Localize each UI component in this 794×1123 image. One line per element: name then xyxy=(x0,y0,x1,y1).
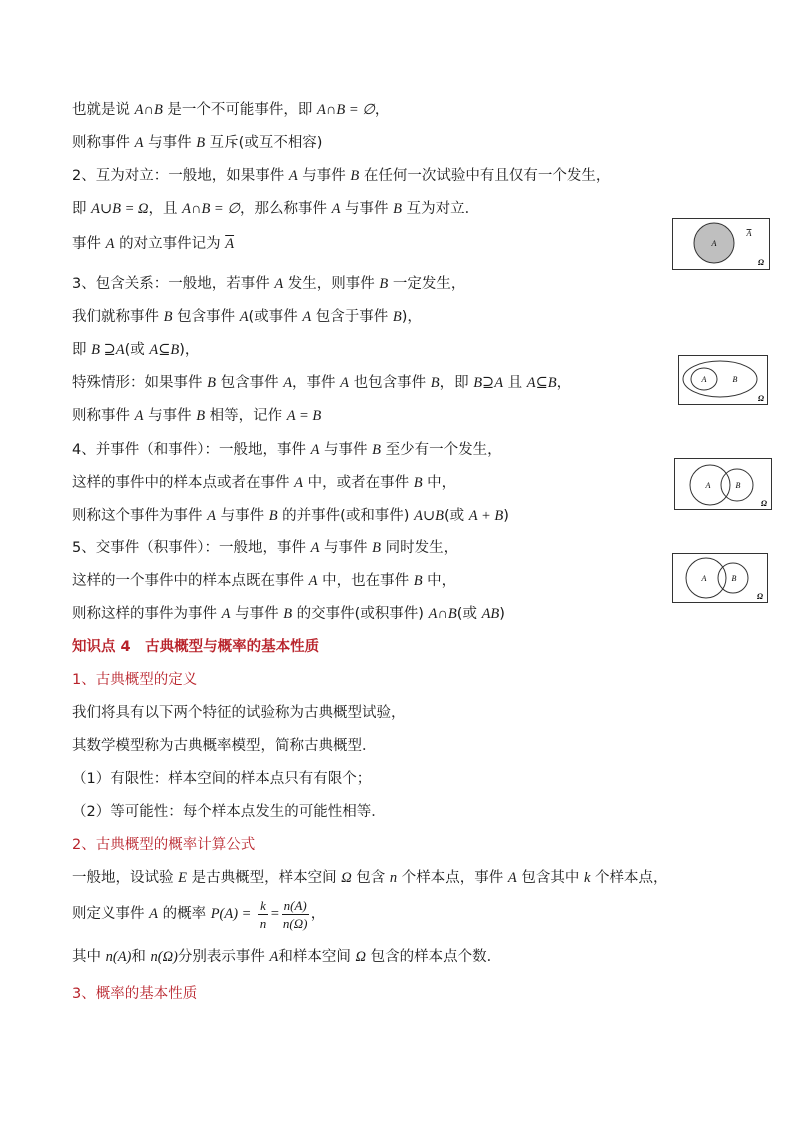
line-17: 我们将具有以下两个特征的试验称为古典概型试验， xyxy=(72,705,406,721)
line-2: 则称事件 A 与事件 B 互斥(或互不相容) xyxy=(72,135,323,151)
venn-union-label-B: B xyxy=(735,481,741,490)
line-16: 则称这样的事件为事件 A 与事件 B 的交事件(或积事件) A∩B(或 AB) xyxy=(72,606,505,622)
line-11: 4、并事件（和事件）：一般地，事件 A 与事件 B 至少有一个发生， xyxy=(72,442,502,458)
venn-union-label-omega: Ω xyxy=(761,499,767,508)
venn-complement-label-A: A xyxy=(711,239,717,248)
fraction-k-over-n: $\frac{k}{n}$ xyxy=(259,897,267,931)
subheading-probability-properties: 3、概率的基本性质 xyxy=(72,986,198,1002)
line-7: 我们就称事件 B 包含事件 A(或事件 A 包含于事件 B)， xyxy=(72,309,422,325)
venn-intersection-label-B: B xyxy=(731,574,737,583)
line-9: 特殊情形：如果事件 B 包含事件 A，事件 A 也包含事件 B，即 B⊇A 且 A⊆B， xyxy=(72,375,572,391)
line-8: 即 B ⊇A(或 A⊆B)， xyxy=(72,342,200,358)
venn-union-frame xyxy=(675,459,772,510)
venn-complement-label-omega: Ω xyxy=(758,258,764,267)
line-14: 5、交事件（积事件）：一般地，事件 A 与事件 B 同时发生， xyxy=(72,540,459,556)
line-20: （2）等可能性：每个样本点发生的可能性相等． xyxy=(72,804,386,820)
line-19: （1）有限性：样本空间的样本点只有有限个； xyxy=(72,771,372,787)
venn-equal-label-A: A xyxy=(701,375,707,384)
venn-complement-diagram xyxy=(672,218,770,270)
venn-complement-label-Abar: A xyxy=(746,229,752,238)
fraction-nA-over-nOmega: $\frac{n(A)}{n(\Omega)}$ xyxy=(282,897,308,931)
line-5: 事件 A 的对立事件记为 $\overline{A}$ xyxy=(72,236,235,252)
venn-union-diagram xyxy=(674,458,772,510)
line-22-formula: 则定义事件 A 的概率 P(A) = $\frac{k}{n}$ = $\frac{n(A)}{n(\Omega)}$ ， xyxy=(72,897,326,931)
venn-union-label-A: A xyxy=(705,481,711,490)
venn-equal-label-omega: Ω xyxy=(758,394,764,403)
line-18: 其数学模型称为古典概率模型，简称古典概型． xyxy=(72,738,377,754)
section-heading-knowledge-4: 知识点 4 古典概型与概率的基本性质 xyxy=(72,639,320,655)
venn-intersection-diagram xyxy=(672,553,768,603)
venn-equal-label-B: B xyxy=(732,375,738,384)
line-6: 3、包含关系：一般地，若事件 A 发生，则事件 B 一定发生， xyxy=(72,276,466,292)
venn-intersection-label-omega: Ω xyxy=(757,592,763,601)
venn-intersection-frame xyxy=(673,554,768,603)
line-13: 则称这个事件为事件 A 与事件 B 的并事件(或和事件) A∪B(或 A + B) xyxy=(72,508,509,524)
line-15: 这样的一个事件中的样本点既在事件 A 中，也在事件 B 中， xyxy=(72,573,457,589)
line-4: 即 A∪B = Ω，且 A∩B = ∅，那么称事件 A 与事件 B 互为对立． xyxy=(72,201,480,217)
line-3: 2、互为对立：一般地，如果事件 A 与事件 B 在任何一次试验中有且仅有一个发生， xyxy=(72,168,611,184)
venn-intersection-label-A: A xyxy=(701,574,707,583)
line-10: 则称事件 A 与事件 B 相等，记作 A = B xyxy=(72,408,322,424)
line-23: 其中 n(A)和 n(Ω)分别表示事件 A和样本空间 Ω 包含的样本点个数． xyxy=(72,949,502,965)
line-1: 也就是说 A∩B 是一个不可能事件，即 A∩B = ∅， xyxy=(72,102,390,118)
subheading-classical-definition: 1、古典概型的定义 xyxy=(72,672,198,688)
line-21: 一般地，设试验 E 是古典概型，样本空间 Ω 包含 n 个样本点，事件 A 包含其中 k 个样本点， xyxy=(72,870,668,886)
subheading-probability-formula: 2、古典概型的概率计算公式 xyxy=(72,837,256,853)
venn-equal-diagram xyxy=(678,355,768,405)
line-12: 这样的事件中的样本点或者在事件 A 中，或者在事件 B 中， xyxy=(72,475,457,491)
